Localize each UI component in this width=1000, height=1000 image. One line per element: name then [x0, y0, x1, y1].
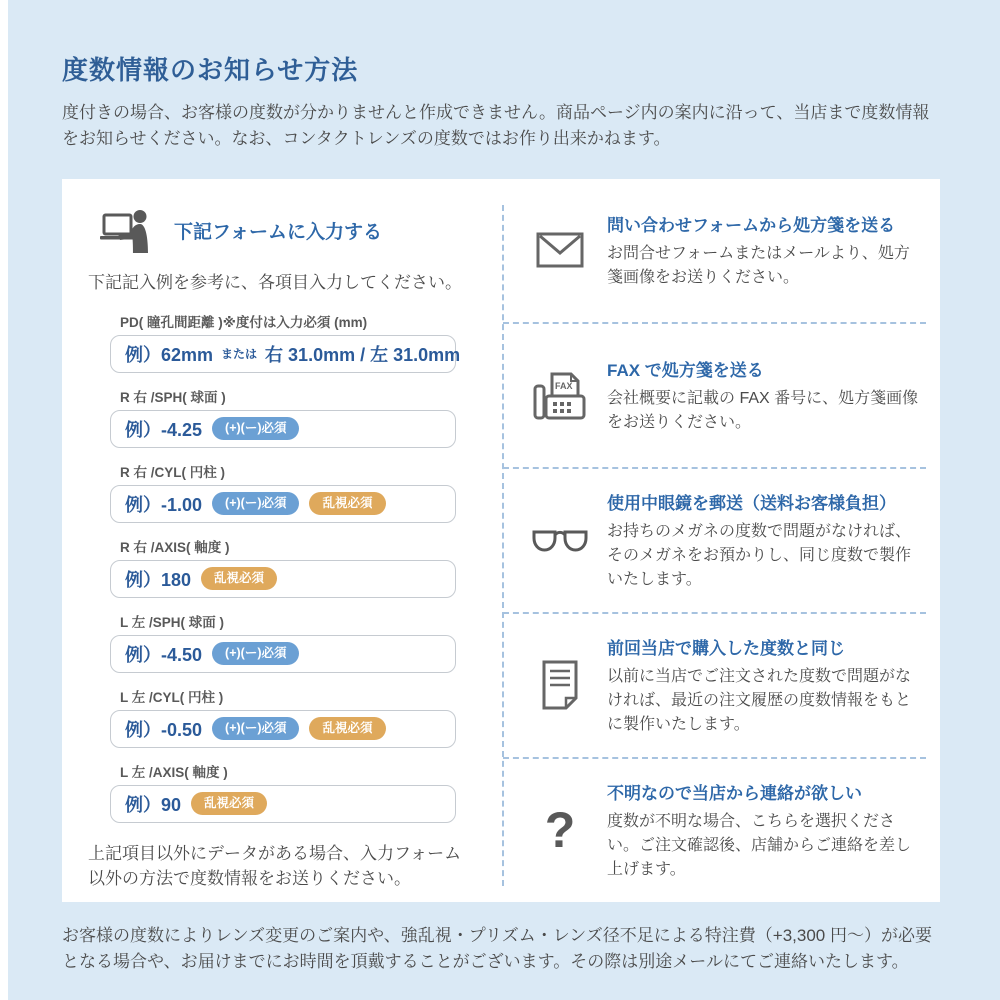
example-box [110, 485, 456, 523]
field-label: L 左 /AXIS( 軸度 ) [120, 764, 228, 780]
example-value: 例）-0.50 [125, 719, 203, 740]
fax-icon-label: FAX [555, 381, 573, 392]
footer-note: お客様の度数によりレンズ変更のご案内や、強乱視・プリズム・レンズ径不足による特注費（+3,300 円〜）が必要となる場合や、お届けまでにお時間を頂戴することがございます。その際は別途メールにてご連絡いたします。 [62, 925, 932, 972]
field-label: R 右 /SPH( 球面 ) [120, 389, 226, 405]
page-title: 度数情報のお知らせ方法 [62, 55, 359, 85]
sign-required-badge: (+)(ー)必須 [212, 417, 299, 440]
method-title: FAX で処方箋を送る [607, 360, 764, 380]
form-section-heading: 下記フォームに入力する [174, 222, 383, 244]
example-value: 例）-4.50 [125, 644, 203, 665]
astigmatism-required-badge: 乱視必須 [309, 717, 385, 740]
field-label: R 右 /CYL( 円柱 ) [120, 464, 225, 480]
example-box [110, 785, 456, 823]
example-connector: または [221, 347, 258, 362]
form-example-column [62, 179, 503, 902]
astigmatism-required-badge: 乱視必須 [309, 492, 385, 515]
sign-required-badge: (+)(ー)必須 [212, 717, 299, 740]
method-item-mail-glasses [503, 469, 926, 614]
example-box [110, 410, 456, 448]
field-r-cyl [110, 461, 456, 523]
example-box [110, 560, 456, 598]
document-icon [529, 660, 591, 710]
example-box [110, 710, 456, 748]
example-box [110, 635, 456, 673]
field-pd [110, 311, 461, 373]
fax-icon [529, 370, 591, 420]
method-body: 度数が不明な場合、こちらを選択ください。ご注文確認後、店舗からご連絡を差し上げます。 [607, 812, 912, 878]
astigmatism-required-badge: 乱視必須 [191, 792, 267, 815]
field-l-axis [110, 761, 456, 823]
method-item-previous-order [503, 614, 926, 759]
example-box [110, 335, 461, 373]
field-label: L 左 /SPH( 球面 ) [120, 614, 225, 630]
question-icon: ? [544, 802, 576, 859]
example-value-2: 右 31.0mm / 左 31.0mm [265, 344, 461, 365]
field-r-axis [110, 536, 456, 598]
field-label: PD( 瞳孔間距離 )※度付は入力必須 (mm) [120, 314, 368, 330]
method-title: 不明なので当店から連絡が欲しい [607, 783, 862, 803]
field-r-sph [110, 386, 456, 448]
method-body: お持ちのメガネの度数で問題がなければ、そのメガネをお預かりし、同じ度数で製作いたします。 [607, 522, 912, 588]
example-value: 例）90 [125, 794, 182, 815]
field-list [110, 311, 461, 823]
field-label: R 右 /AXIS( 軸度 ) [120, 539, 230, 555]
info-panel [62, 179, 940, 902]
astigmatism-required-badge: 乱視必須 [201, 567, 277, 590]
form-note: 上記項目以外にデータがある場合、入力フォーム以外の方法で度数情報をお送りください。 [88, 843, 462, 889]
example-value: 例）-4.25 [125, 419, 203, 440]
form-instruction: 下記記入例を参考に、各項目入力してください。 [88, 272, 462, 292]
methods-list [503, 179, 940, 902]
example-value: 例）62mm [125, 344, 214, 365]
example-value: 例）-1.00 [125, 494, 203, 515]
sign-required-badge: (+)(ー)必須 [212, 642, 299, 665]
field-l-sph [110, 611, 456, 673]
person-computer-icon [100, 209, 154, 253]
page-background [8, 0, 1000, 1000]
form-section-header [100, 209, 503, 253]
glasses-icon [529, 527, 591, 553]
field-l-cyl [110, 686, 456, 748]
intro-text: 度付きの場合、お客様の度数が分かりませんと作成できません。商品ページ内の案内に沿って、当店まで度数情報をお知らせください。なお、コンタクトレンズの度数ではお作り出来かねます。 [62, 103, 930, 149]
method-body: 以前に当店でご注文された度数で問題がなければ、最近の注文履歴の度数情報をもとに製作いたします。 [607, 667, 912, 733]
method-item-fax [503, 324, 926, 469]
method-body: 会社概要に記載の FAX 番号に、処方箋画像をお送りください。 [607, 389, 919, 431]
method-title: 前回当店で購入した度数と同じ [607, 638, 845, 658]
sign-required-badge: (+)(ー)必須 [212, 492, 299, 515]
method-title: 使用中眼鏡を郵送（送料お客様負担） [607, 493, 896, 513]
method-body: お問合せフォームまたはメールより、処方箋画像をお送りください。 [607, 244, 910, 286]
field-label: L 左 /CYL( 円柱 ) [120, 689, 224, 705]
method-title: 問い合わせフォームから処方箋を送る [607, 215, 896, 235]
method-item-unknown [503, 759, 926, 902]
method-item-contact-form [503, 179, 926, 324]
example-value: 例）180 [125, 569, 192, 590]
envelope-icon [529, 232, 591, 268]
